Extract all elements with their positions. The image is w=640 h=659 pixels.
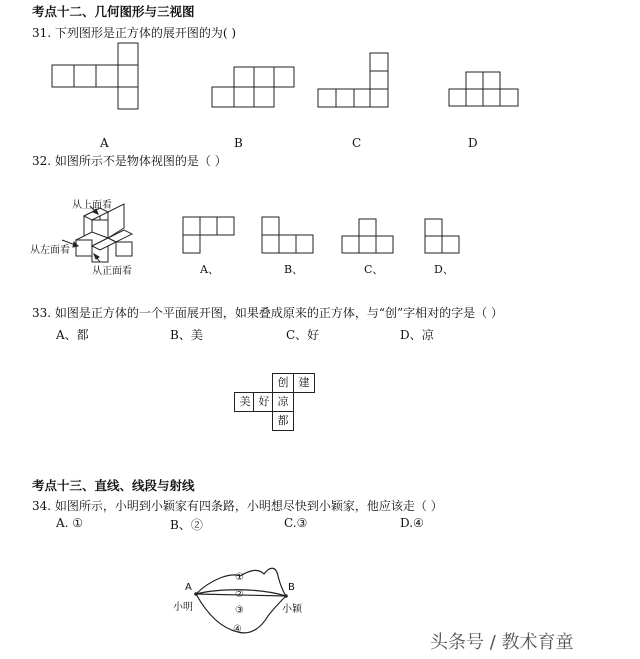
path-4-label: ④: [233, 624, 242, 635]
q31-label-b: B: [234, 136, 243, 150]
q31-label-c: C: [352, 136, 362, 150]
q34-option-a: A. ①: [56, 516, 84, 530]
q34-option-c: C.③: [284, 516, 308, 530]
net-cell-hao: 好: [253, 392, 275, 412]
q32-label-d: D、: [434, 263, 454, 276]
question-34-text: 34. 如图所示，小明到小颖家有四条路，小明想尽快到小颖家，他应该走（ ）: [32, 499, 443, 513]
q32-label-a: A、: [200, 263, 219, 276]
q33-option-b: B、美: [170, 328, 203, 342]
path-3-label: ③: [235, 605, 244, 616]
q34-option-b: B、②: [170, 518, 203, 532]
q31-label-a: A: [100, 136, 109, 150]
q33-option-c: C、好: [286, 328, 320, 342]
xiaoming-label: 小明: [173, 602, 193, 613]
q33-option-a: A、都: [56, 328, 89, 342]
point-b-label: B: [288, 582, 295, 593]
point-a-label: A: [185, 582, 192, 593]
view-front-label: 从正面看: [92, 266, 132, 277]
net-cell-chuang: 创: [272, 373, 294, 393]
net-cell-mei: 美: [234, 392, 256, 412]
view-left-label: 从左面看: [30, 245, 70, 256]
section-12-title: 考点十二、几何图形与三视图: [32, 4, 195, 19]
net-cell-liang: 凉: [272, 392, 294, 412]
xiaoying-label: 小颖: [282, 604, 302, 615]
question-32-text: 32. 如图所示不是物体视图的是（ ）: [32, 154, 227, 168]
net-cell-dou: 都: [272, 411, 294, 431]
q33-option-d: D、凉: [400, 328, 434, 342]
watermark-text: 头条号 / 教术育童: [430, 632, 574, 653]
q32-label-b: B、: [284, 263, 304, 276]
q31-label-d: D: [468, 136, 478, 150]
path-2-label: ②: [235, 589, 244, 600]
question-33-text: 33. 如图是正方体的一个平面展开图，如果叠成原来的正方体，与“创”字相对的字是（ ）: [32, 306, 503, 320]
q32-label-c: C、: [364, 263, 384, 276]
question-31-text: 31. 下列图形是正方体的展开图的为( ): [32, 26, 237, 40]
q34-option-d: D.④: [400, 516, 424, 530]
section-13-title: 考点十三、直线、线段与射线: [32, 478, 195, 493]
net-cell-jian: 建: [293, 373, 315, 393]
view-top-label: 从上面看: [72, 200, 112, 211]
path-1-label: ①: [235, 572, 244, 583]
